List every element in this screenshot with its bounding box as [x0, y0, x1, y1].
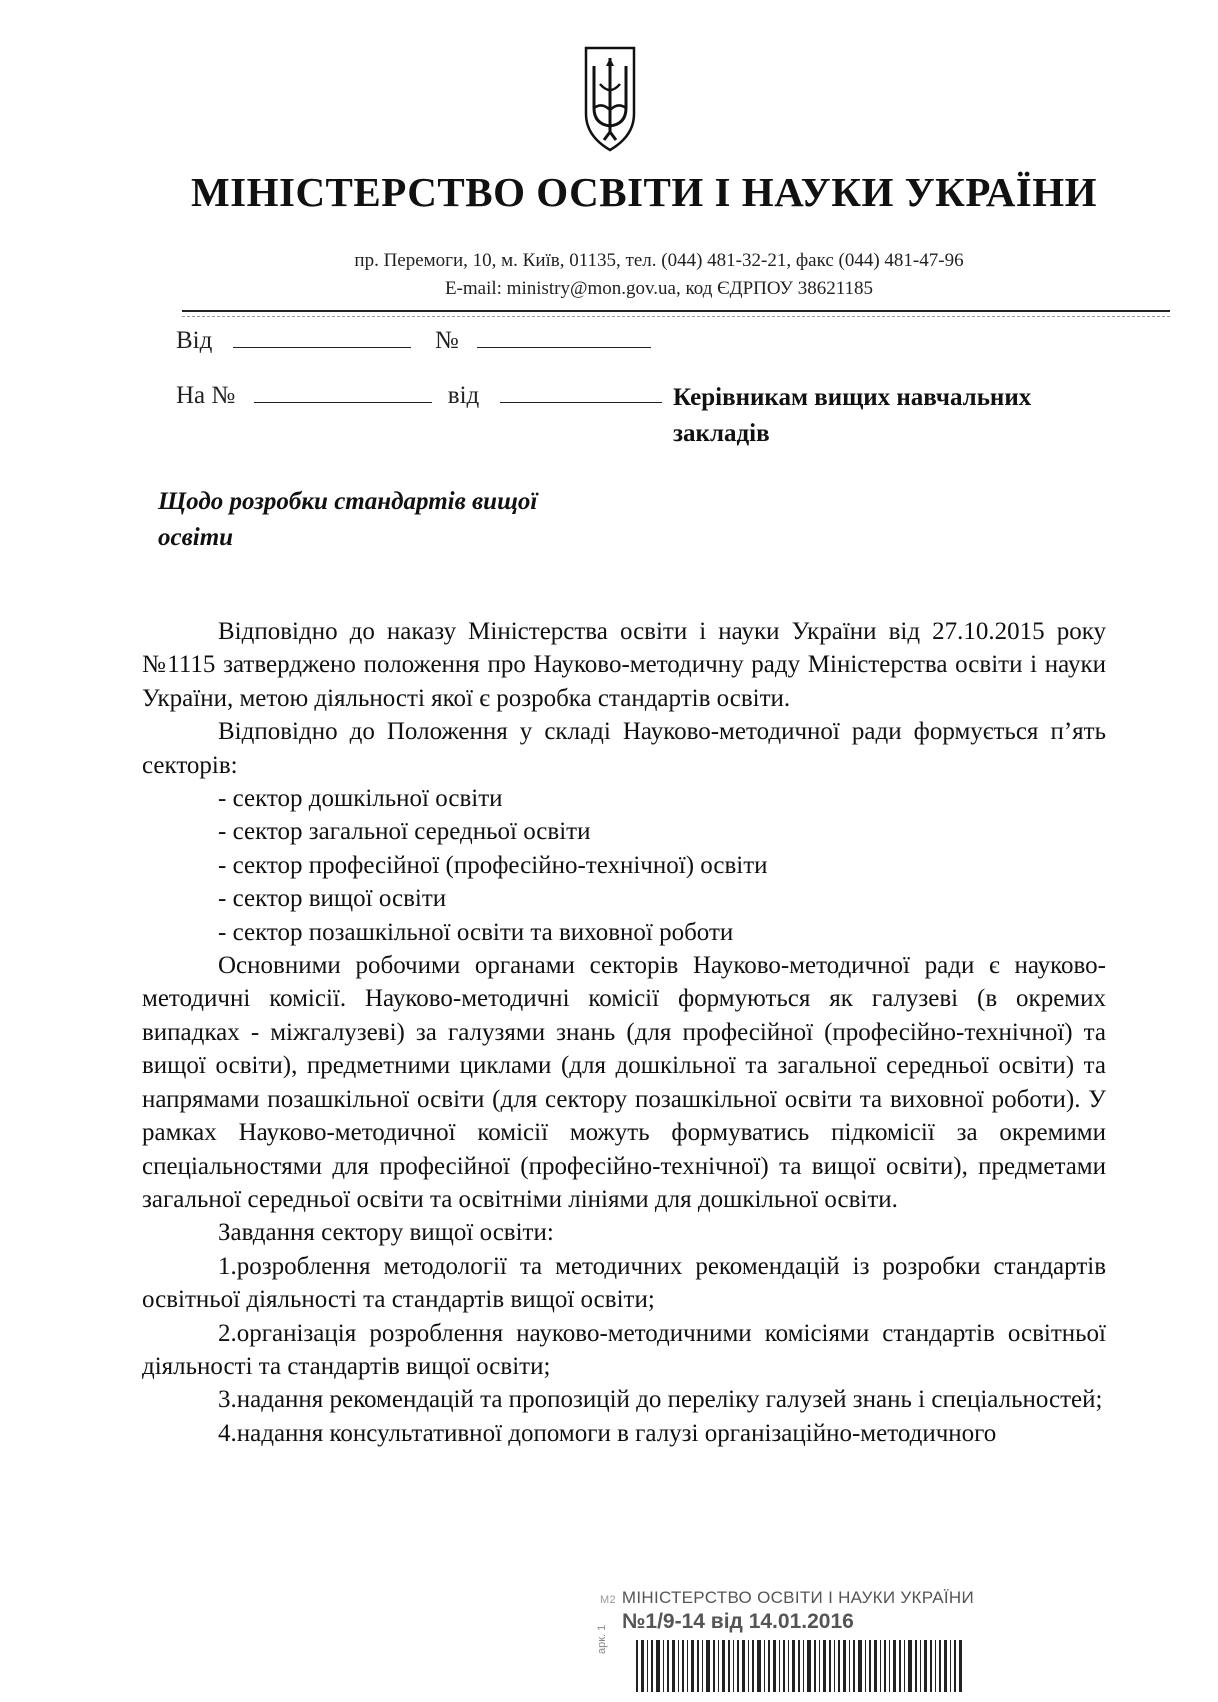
- recipient-line: закладів: [673, 420, 770, 447]
- list-item: - сектор загальної середньої освіти: [218, 818, 591, 846]
- from-field: [176, 325, 651, 355]
- ref-date-label: від: [447, 382, 480, 409]
- stamp-ministry: МІНІСТЕРСТВО ОСВІТИ І НАУКИ УКРАЇНИ: [621, 1588, 974, 1607]
- number-label: №: [434, 327, 459, 354]
- task-item: 3.надання рекомендацій та пропозицій до переліку галузей знань і спеціальностей;: [218, 1386, 1103, 1414]
- list-item: - сектор позашкільної освіти та виховної роботи: [218, 918, 734, 946]
- list-item: - сектор дошкільної освіти: [218, 785, 503, 813]
- recipient-line: Керівникам вищих навчальних: [673, 384, 1032, 411]
- coat-of-arms-icon: [580, 44, 640, 154]
- list-item: - сектор професійної (професійно-технічної) освіти: [218, 851, 768, 879]
- task-item: 2.організація розроблення науково-методичними комісіями стандартів освітньої діяльності та стандартів вищої освіти;: [142, 1319, 1106, 1380]
- list-item: - сектор вищої освіти: [218, 885, 447, 913]
- paragraph: Основними робочими органами секторів Науково-методичної ради є науково-методичні комісії. Науково-методичні комісії формуються як галузеві (в окремих випадках - міжгалузеві) за галузями знань (для професійної (професійно-технічної) та вищої освіти), предметними циклами (для дошкільної та загальної середньої освіти) та напрямами позашкільної освіти (для сектору позашкільної освіти та виховної роботи). У рамках Науково-методичної комісії можуть формуватись підкомісії за окремими спеціальностями для професійної (професійно-технічної) та вищої освіти), предметами загальної середньої освіти та освітніми лініями для дошкільної освіти.: [142, 952, 1106, 1213]
- ref-label: На №: [176, 382, 236, 409]
- paragraph: Відповідно до Положення у складі Науково-методичної ради формується п’ять секторів:: [142, 718, 1106, 779]
- letter-body: [142, 615, 1106, 1450]
- email-line: E-mail: ministry@mon.gov.ua, код ЄДРПОУ 38621185: [444, 278, 874, 299]
- header-divider-secondary: [182, 316, 1170, 317]
- number-blank: [477, 325, 651, 348]
- from-blank: [233, 325, 411, 348]
- header-divider: [182, 310, 1170, 312]
- task-item: 4.надання консультативної допомоги в галузі організаційно-методичного: [218, 1419, 997, 1447]
- paragraph: Відповідно до наказу Міністерства освіти і науки України від 27.10.2015 року №1115 затверджено положення про Науково-методичну раду Міністерства освіти і науки України, метою діяльності якої є розробка стандартів освіти.: [142, 618, 1106, 712]
- paragraph: Завдання сектору вищої освіти:: [218, 1219, 554, 1247]
- barcode-icon: [636, 1640, 966, 1692]
- stamp-code: М2: [600, 1594, 616, 1606]
- ministry-title: МІНІСТЕРСТВО ОСВІТИ І НАУКИ УКРАЇНИ: [190, 169, 1098, 215]
- reference-field: [176, 380, 662, 410]
- subject-line: Щодо розробки стандартів вищої: [158, 488, 538, 515]
- ref-date-blank: [500, 380, 662, 403]
- stamp-number: №1/9-14 від 14.01.2016: [622, 1610, 854, 1633]
- from-label: Від: [176, 327, 213, 354]
- task-item: 1.розроблення методології та методичних рекомендацій із розробки стандартів освітньої діяльності та стандартів вищої освіти;: [142, 1252, 1106, 1314]
- ref-blank: [254, 380, 432, 403]
- subject-line: освіти: [158, 524, 234, 551]
- sheet-number: арк. 1: [596, 1624, 608, 1654]
- subject: [158, 484, 658, 556]
- registration-stamp: [600, 1588, 1020, 1634]
- recipient: [673, 380, 1103, 452]
- address-line: пр. Перемоги, 10, м. Київ, 01135, тел. (044) 481-32-21, факс (044) 481-47-96: [354, 250, 964, 271]
